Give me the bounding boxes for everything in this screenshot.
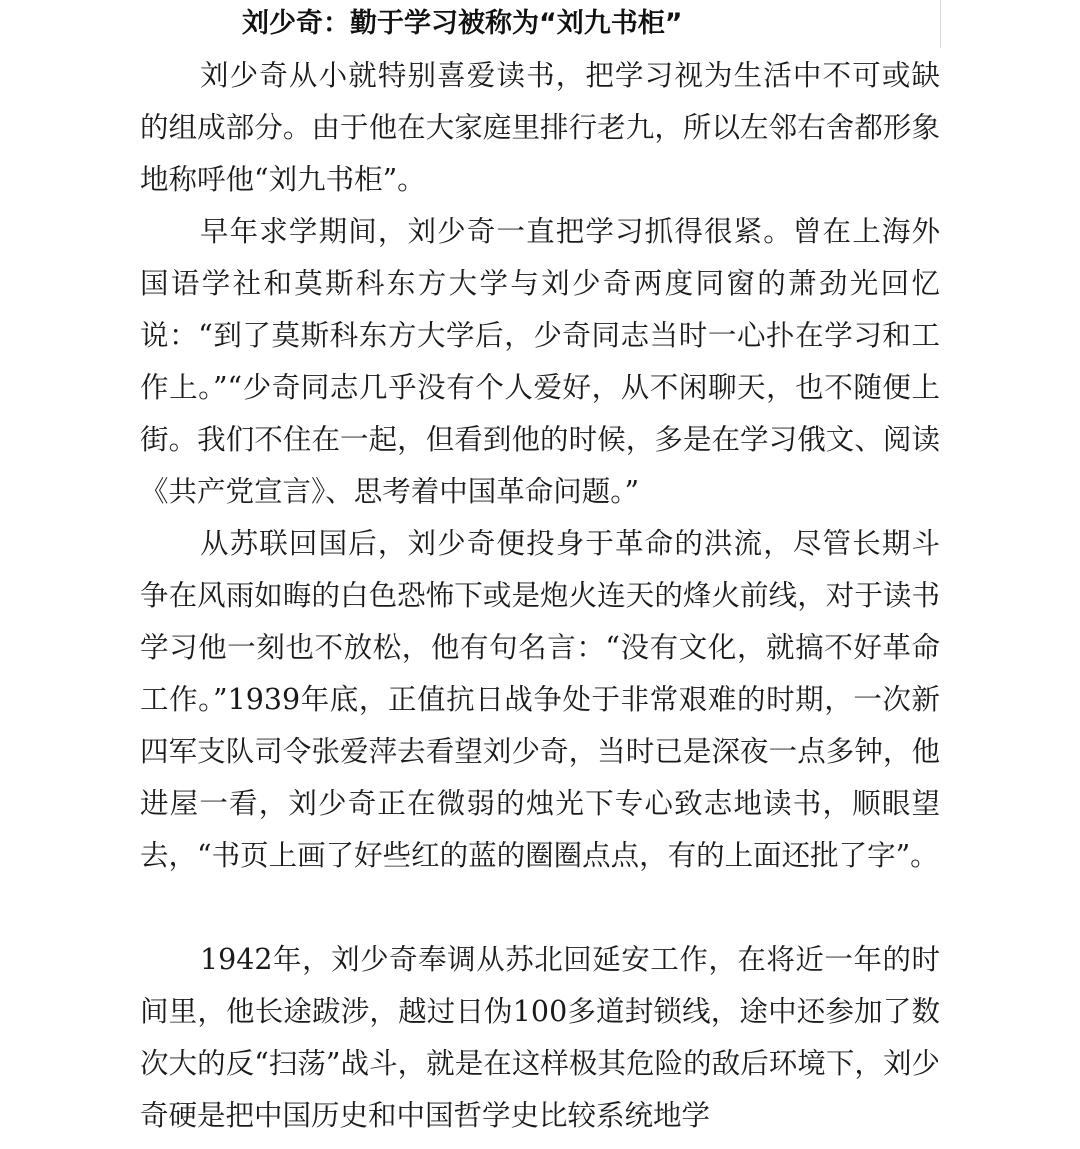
article-title: 刘少奇：勤于学习被称为“刘九书柜” [242,8,683,39]
paragraph-1: 刘少奇从小就特别喜爱读书，把学习视为生活中不可或缺的组成部分。由于他在大家庭里排行老九，所以左邻右舍都形象地称呼他“刘九书柜”。 [140,59,940,196]
paragraph-4: 1942年，刘少奇奉调从苏北回延安工作，在将近一年的时间里，他长途跋涉，越过日伪100多道封锁线，途中还参加了数次大的反“扫荡”战斗，就是在这样极其危险的敌后环境下，刘少奇硬是把中国历史和中国哲学史比较系统地学 [140,943,940,1132]
page-edge-divider [940,0,941,48]
paragraph-2: 早年求学期间，刘少奇一直把学习抓得很紧。曾在上海外国语学社和莫斯科东方大学与刘少奇两度同窗的萧劲光回忆说：“到了莫斯科东方大学后，少奇同志当时一心扑在学习和工作上。”“少奇同志几乎没有个人爱好，从不闲聊天，也不随便上街。我们不住在一起，但看到他的时候，多是在学习俄文、阅读《共产党宣言》、思考着中国革命问题。” [140,215,940,508]
paragraph-3: 从苏联回国后，刘少奇便投身于革命的洪流，尽管长期斗争在风雨如晦的白色恐怖下或是炮火连天的烽火前线，对于读书学习他一刻也不放松，他有句名言：“没有文化，就搞不好革命工作。”1939年底，正值抗日战争处于非常艰难的时期，一次新四军支队司令张爱萍去看望刘少奇，当时已是深夜一点多钟，他进屋一看，刘少奇正在微弱的烛光下专心致志地读书，顺眼望去，“书页上画了好些红的蓝的圈圈点点，有的上面还批了字”。 [140,527,940,872]
